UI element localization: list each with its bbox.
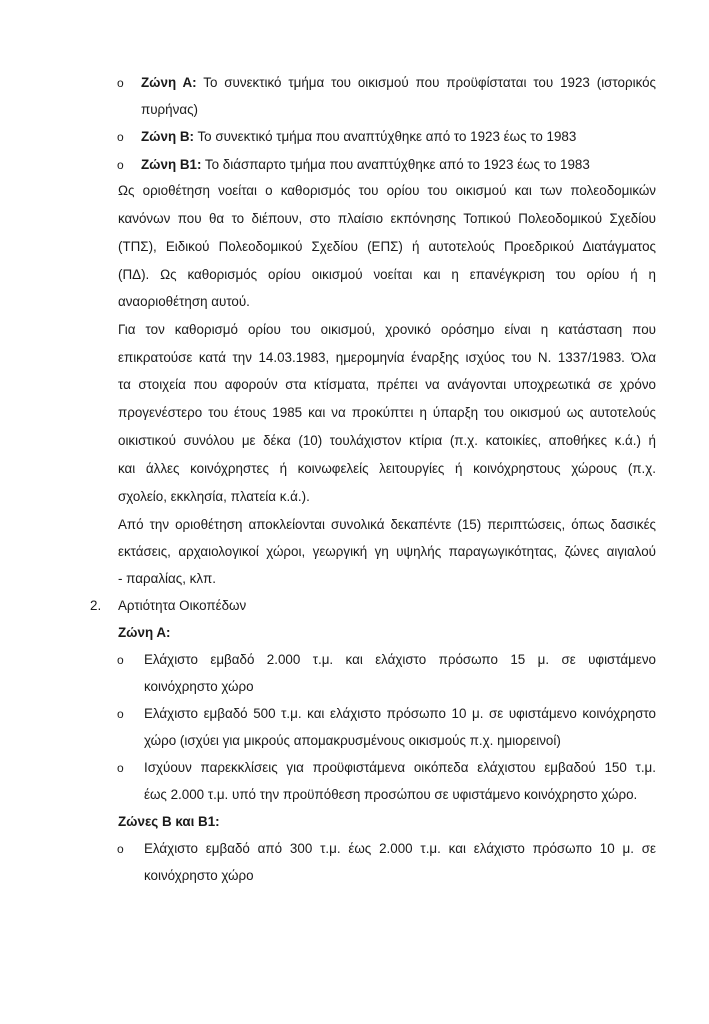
bullet-zones-b-item-1: o bbox=[117, 842, 124, 856]
paragraph-2-line-3: τα στοιχεία που αφορούν στα κτίσματα, πρέπει να ανάγονται υποχρεωτικά σε χρόνο bbox=[118, 377, 656, 392]
bullet-zone-a-item-3: o bbox=[117, 761, 124, 775]
section-2-title: Αρτιότητα Οικοπέδων bbox=[118, 598, 247, 613]
zone-a-label: Ζώνη Α: bbox=[141, 75, 197, 90]
zones-b-item-1-line-1: Ελάχιστο εμβαδό από 300 τ.μ. έως 2.000 τ.μ. και ελάχιστο πρόσωπο 10 μ. σε bbox=[144, 841, 656, 856]
zone-a-text: Το συνεκτικό τμήμα του οικισμού που προϋφίσταται του 1923 (ιστορικός bbox=[203, 75, 657, 90]
paragraph-3-line-2: εκτάσεις, αρχαιολογικοί χώροι, γεωργική γη υψηλής παραγωγικότητας, ζώνες αιγιαλού bbox=[118, 544, 656, 559]
zones-b-item-1-line-2: κοινόχρηστο χώρο bbox=[144, 868, 254, 883]
zone-a-item-1-line-1: Ελάχιστο εμβαδό 2.000 τ.μ. και ελάχιστο πρόσωπο 15 μ. σε υφιστάμενο bbox=[144, 652, 656, 667]
bullet-zone-a: o bbox=[117, 76, 124, 90]
paragraph-2-line-4: προγενέστερο του έτους 1985 και να προκύπτει η ύπαρξη του οικισμού ως αυτοτελούς bbox=[118, 405, 656, 420]
zone-a-item-3-line-2: έως 2.000 τ.μ. υπό την προϋπόθεση προσώπου σε υφιστάμενο κοινόχρηστο χώρο. bbox=[144, 787, 638, 802]
bullet-zone-a-item-2: o bbox=[117, 707, 124, 721]
zone-a-item-3-line-1: Ισχύουν παρεκκλίσεις για προϋφιστάμενα οικόπεδα ελάχιστου εμβαδού 150 τ.μ. bbox=[144, 760, 656, 775]
zone-b-label: Ζώνη Β: bbox=[141, 129, 194, 144]
paragraph-2-line-7: σχολείο, εκκλησία, πλατεία κ.ά.). bbox=[118, 489, 310, 504]
paragraph-1-line-1: Ως οριοθέτηση νοείται ο καθορισμός του ορίου του οικισμού και των πολεοδομικών bbox=[118, 183, 656, 198]
zone-a-item-2-line-2: χώρο (ισχύει για μικρούς απομακρυσμένους οικισμούς π.χ. ημιορεινοί) bbox=[144, 733, 561, 748]
paragraph-2-line-2: επικρατούσε κατά την 14.03.1983, ημερομηνία έναρξης ισχύος του Ν. 1337/1983. Όλα bbox=[118, 350, 656, 365]
paragraph-1-line-5: αναοριοθέτηση αυτού. bbox=[118, 294, 250, 309]
bullet-zone-a-item-1: o bbox=[117, 653, 124, 667]
paragraph-3-line-1: Από την οριοθέτηση αποκλείονται συνολικά δεκαπέντε (15) περιπτώσεις, όπως δασικές bbox=[118, 517, 656, 532]
paragraph-1-line-3: (ΤΠΣ), Ειδικού Πολεοδομικού Σχεδίου (ΕΠΣ) ή αυτοτελούς Προεδρικού Διατάγματος bbox=[118, 239, 656, 254]
zone-a-item-2-line-1: Ελάχιστο εμβαδό 500 τ.μ. και ελάχιστο πρόσωπο 10 μ. σε υφιστάμενο κοινόχρηστο bbox=[144, 706, 656, 721]
paragraph-3-line-3: - παραλίας, κλπ. bbox=[118, 571, 216, 586]
bullet-zone-b1: o bbox=[117, 158, 124, 172]
paragraph-2-line-5: οικιστικού συνόλου με δέκα (10) τουλάχιστον κτίρια (π.χ. κατοικίες, αποθήκες κ.ά.) ή bbox=[118, 433, 656, 448]
zone-a-item-1-line-2: κοινόχρηστο χώρο bbox=[144, 679, 254, 694]
section-2-number: 2. bbox=[90, 598, 102, 613]
zone-b1-label: Ζώνη Β1: bbox=[141, 157, 202, 172]
zone-b1-text: Το διάσπαρτο τμήμα που αναπτύχθηκε από το 1923 έως το 1983 bbox=[204, 157, 590, 172]
paragraph-2-line-6: και άλλες κοινόχρηστες ή κοινωφελείς λειτουργίες ή κοινόχρηστους χώρους (π.χ. bbox=[118, 461, 656, 476]
zone-b-text: Το συνεκτικό τμήμα που αναπτύχθηκε από το 1923 έως το 1983 bbox=[197, 129, 577, 144]
zone-b1-line bbox=[141, 156, 679, 174]
zone-a-line-2: πυρήνας) bbox=[141, 102, 198, 117]
paragraph-1-line-4: (ΠΔ). Ως καθορισμός ορίου οικισμού νοείται και η επανέγκριση του ορίου ή η bbox=[118, 267, 656, 282]
paragraph-1-line-2: κανόνων που θα το διέπουν, στο πλαίσιο εκπόνησης Τοπικού Πολεοδομικού Σχεδίου bbox=[118, 211, 656, 226]
zone-a-line-1 bbox=[141, 74, 656, 92]
zone-b-line bbox=[141, 128, 679, 146]
paragraph-2-line-1: Για τον καθορισμό ορίου του οικισμού, χρονικό ορόσημο είναι η κατάσταση που bbox=[118, 322, 656, 337]
zones-b-heading: Ζώνες Β και Β1: bbox=[118, 814, 220, 829]
bullet-zone-b: o bbox=[117, 130, 124, 144]
zone-a-heading: Ζώνη Α: bbox=[118, 625, 171, 640]
